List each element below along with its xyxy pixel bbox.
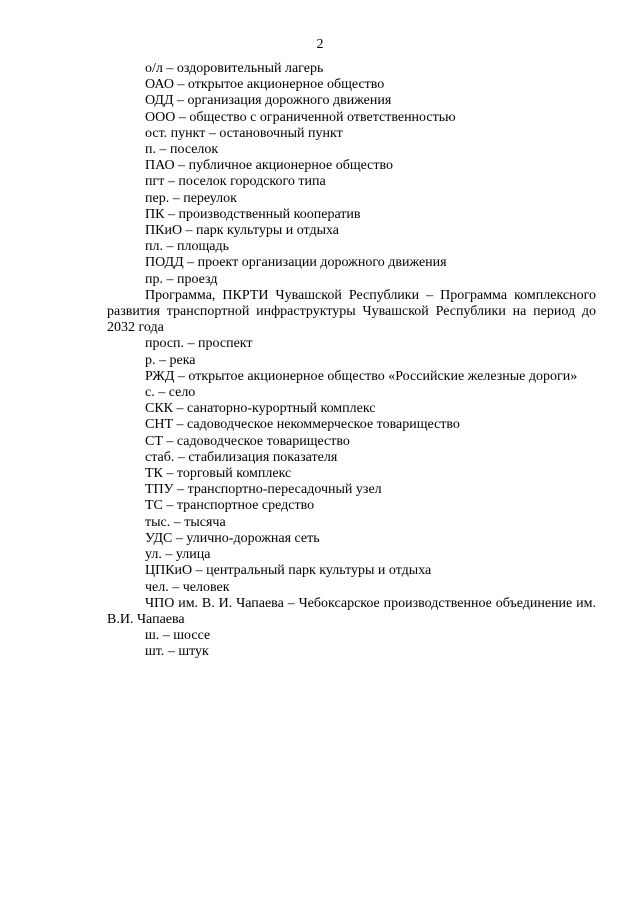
abbreviation-entry: пл. – площадь: [145, 239, 229, 255]
abbreviation-entry: тыс. – тысяча: [145, 514, 226, 530]
abbreviation-entry: р. – река: [145, 352, 196, 368]
abbreviation-entry: ост. пункт – остановочный пункт: [145, 125, 343, 141]
page-number: 2: [316, 37, 324, 52]
abbreviation-entry: ПК – производственный кооператив: [145, 206, 361, 222]
abbreviation-entry: СКК – санаторно-курортный комплекс: [145, 401, 376, 417]
abbreviation-entry: РЖД – открытое акционерное общество «Российские железные дороги»: [145, 368, 578, 384]
abbreviation-entry: пер. – переулок: [145, 190, 237, 206]
abbreviation-entry: ООО – общество с ограниченной ответственностью: [145, 109, 456, 125]
abbreviation-entry: с. – село: [145, 385, 196, 401]
abbreviation-entry: ш. – шоссе: [145, 628, 211, 644]
abbreviation-entry: ОАО – открытое акционерное общество: [145, 77, 385, 93]
abbreviation-entry: ул. – улица: [145, 547, 211, 563]
abbreviation-entry: ПКиО – парк культуры и отдыха: [145, 223, 340, 239]
abbreviation-entry: чел. – человек: [145, 579, 230, 595]
abbreviation-entry: ТС – транспортное средство: [145, 498, 315, 514]
abbreviation-entry: Программа, ПКРТИ Чувашской Республики – Программа комплексного развития транспортной инфраструктуры Чувашской Республики на период до 2032 года: [107, 287, 596, 336]
abbreviation-entry: ОДД – организация дорожного движения: [145, 93, 392, 109]
abbreviation-entry: пгт – поселок городского типа: [145, 174, 326, 190]
abbreviation-entry: ПОДД – проект организации дорожного движения: [145, 255, 447, 271]
abbreviation-entry: ТПУ – транспортно-пересадочный узел: [145, 482, 382, 498]
abbreviation-entry: стаб. – стабилизация показателя: [145, 449, 338, 465]
abbreviation-entry: просп. – проспект: [145, 336, 253, 352]
abbreviation-entry: о/л – оздоровительный лагерь: [145, 61, 324, 76]
abbreviation-entry: ЦПКиО – центральный парк культуры и отдыха: [145, 563, 432, 579]
abbreviation-entry: пр. – проезд: [145, 271, 218, 287]
abbreviation-entry: СНТ – садоводческое некоммерческое товарищество: [145, 417, 460, 433]
abbreviation-entry: УДС – улично-дорожная сеть: [145, 530, 320, 546]
abbreviation-entry: ПАО – публичное акционерное общество: [145, 158, 394, 174]
abbreviation-list: [107, 61, 596, 661]
abbreviation-entry: СТ – садоводческое товарищество: [145, 433, 350, 449]
abbreviation-entry: ЧПО им. В. И. Чапаева – Чебоксарское производственное объединение им. В.И. Чапаева: [107, 595, 596, 627]
abbreviation-entry: п. – поселок: [145, 142, 219, 158]
abbreviation-entry: ТК – торговый комплекс: [145, 466, 292, 482]
abbreviation-entry: шт. – штук: [145, 644, 209, 660]
